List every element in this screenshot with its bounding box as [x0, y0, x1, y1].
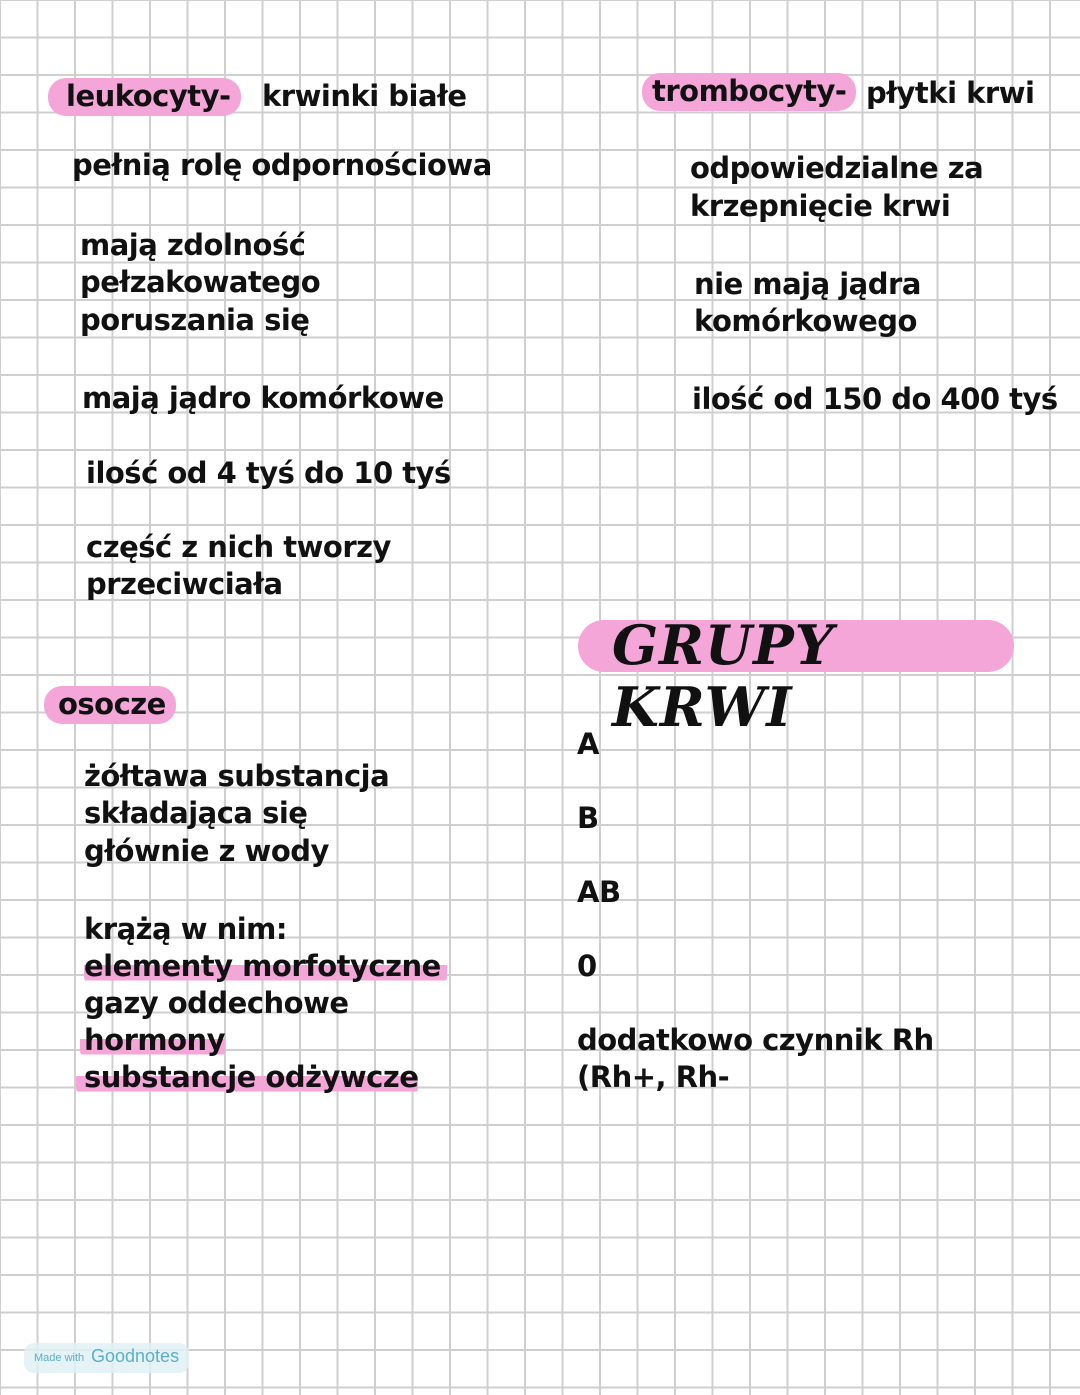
osocze-heading: osocze	[44, 686, 176, 724]
rh-note-line-1: dodatkowo czynnik Rh	[577, 1023, 934, 1057]
leukocyty-point-5a: część z nich tworzy	[86, 530, 391, 564]
trombocyty-subtitle: płytki krwi	[866, 76, 1035, 110]
leukocyty-point-1: pełnią rolę odpornościowa	[72, 148, 492, 182]
watermark-made-with: Made with	[34, 1352, 85, 1364]
leukocyty-point-3: mają jądro komórkowe	[82, 381, 444, 415]
osocze-circulating-item-3: hormony	[80, 1022, 225, 1060]
osocze-description-1: żółtawa substancja	[84, 759, 390, 793]
osocze-circulating-item-2: gazy oddechowe	[84, 986, 349, 1020]
leukocyty-point-2c: poruszania się	[80, 303, 310, 337]
trombocyty-point-1b: krzepnięcie krwi	[690, 189, 951, 223]
leukocyty-point-5b: przeciwciała	[86, 567, 283, 601]
blood-group-ab: AB	[577, 875, 621, 909]
blood-group-0: 0	[577, 949, 597, 983]
osocze-circulating-item-4: substancje odżywcze	[76, 1059, 418, 1097]
blood-group-a: A	[577, 727, 599, 761]
trombocyty-point-1a: odpowiedzialne za	[690, 151, 984, 185]
leukocyty-heading: leukocyty-	[48, 78, 241, 116]
trombocyty-point-2a: nie mają jądra	[694, 267, 921, 301]
blood-group-b: B	[577, 801, 599, 835]
leukocyty-point-2b: pełzakowatego	[80, 265, 321, 299]
goodnotes-watermark	[24, 1343, 189, 1373]
trombocyty-point-3: ilość od 150 do 400 tyś	[692, 382, 1058, 416]
osocze-description-2: składająca się	[84, 796, 308, 830]
osocze-description-3: głównie z wody	[84, 834, 329, 868]
watermark-brand: Goodnotes	[91, 1346, 180, 1366]
leukocyty-subtitle: krwinki białe	[262, 79, 467, 113]
trombocyty-point-2b: komórkowego	[694, 304, 917, 338]
osocze-circulating-item-1: elementy morfotyczne	[84, 948, 447, 986]
blood-groups-title: GRUPY KRWI	[612, 613, 835, 739]
leukocyty-point-4: ilość od 4 tyś do 10 tyś	[86, 456, 451, 490]
blood-groups-title-banner	[578, 613, 1014, 739]
leukocyty-point-2a: mają zdolność	[80, 228, 306, 262]
trombocyty-heading: trombocyty-	[642, 73, 856, 111]
rh-note-line-2: (Rh+, Rh-	[577, 1060, 730, 1094]
osocze-circulating-label: krążą w nim:	[84, 912, 287, 946]
